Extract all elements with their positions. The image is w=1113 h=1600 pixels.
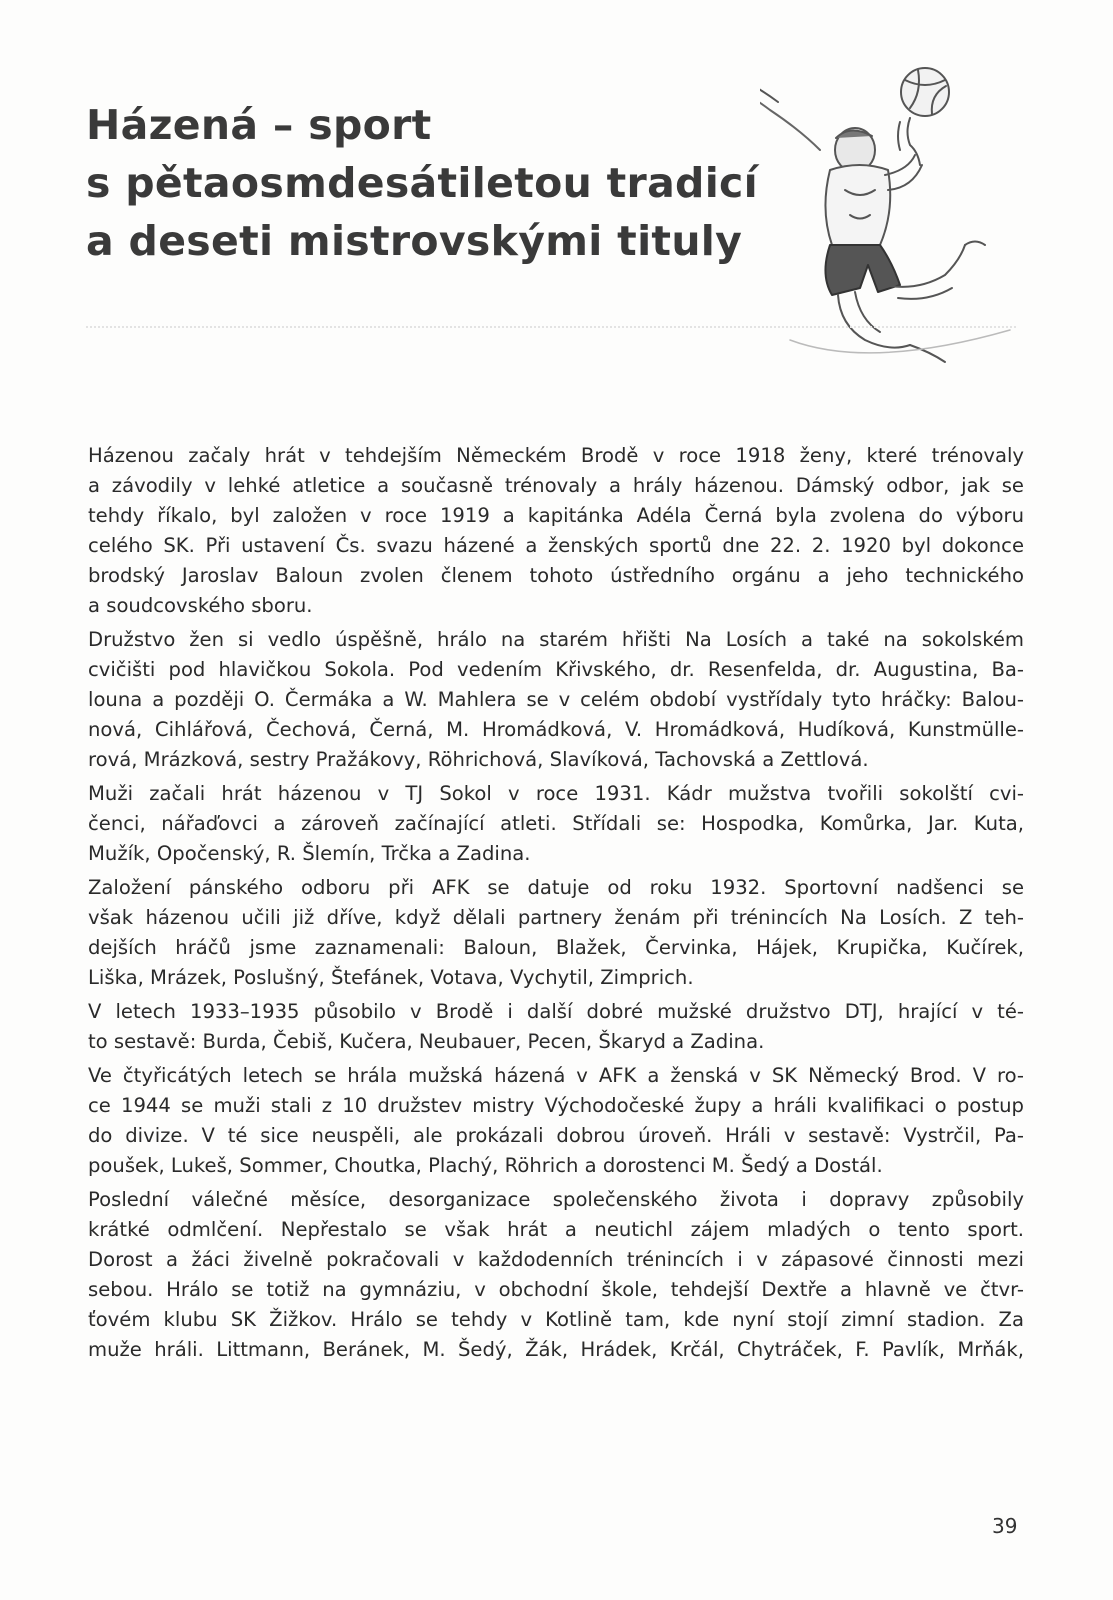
paragraph xyxy=(54,441,1024,621)
paragraph xyxy=(54,997,1024,1057)
text-line: rová, Mrázková, sestry Pražákovy, Röhrichová, Slavíková, Tachovská a Zettlová. xyxy=(88,748,869,771)
paragraph xyxy=(54,1185,1024,1365)
text-line: čenci, nářaďovci a zároveň začínající atleti. Střídali se: Hospodka, Komůrka, Jar. Kuta, xyxy=(88,812,1024,835)
text-line: V letech 1933–1935 působilo v Brodě i další dobré mužské družstvo DTJ, hrající v té- xyxy=(88,1000,1024,1023)
title-line: s pětaosmdesátiletou tradicí xyxy=(86,159,759,207)
paragraph xyxy=(54,625,1024,775)
text-line: cvičišti pod hlavičkou Sokola. Pod vedením Křivského, dr. Resenfelda, dr. Augustina, Ba- xyxy=(88,658,1024,681)
text-line: nová, Cihlářová, Čechová, Černá, M. Hromádková, V. Hromádková, Hudíková, Kunstmülle- xyxy=(88,718,1024,741)
text-line: brodský Jaroslav Baloun zvolen členem tohoto ústředního orgánu a jeho technického xyxy=(88,564,1024,587)
paragraph xyxy=(54,779,1024,869)
text-line: krátké odmlčení. Nepřestalo se však hrát a neutichl zájem mladých o tento sport. xyxy=(88,1218,1024,1241)
title-divider xyxy=(86,326,1016,328)
text-line: a soudcovského sboru. xyxy=(88,594,313,617)
title-line: Házená – sport xyxy=(86,101,432,149)
text-line: do divize. V té sice neuspěli, ale prokázali dobrou úroveň. Hráli v sestavě: Vystrčil, Pa- xyxy=(88,1124,1024,1147)
text-line: Mužík, Opočenský, R. Šlemín, Trčka a Zadina. xyxy=(88,842,531,865)
title-line: a deseti mistrovskými tituly xyxy=(86,217,743,265)
text-line: poušek, Lukeš, Sommer, Choutka, Plachý, Röhrich a dorostenci M. Šedý a Dostál. xyxy=(88,1154,883,1177)
text-line: Házenou začaly hrát v tehdejším Německém Brodě v roce 1918 ženy, které trénovaly xyxy=(88,444,1024,467)
paragraph xyxy=(54,1061,1024,1181)
text-line: tehdy říkalo, byl založen v roce 1919 a kapitánka Adéla Černá byla zvolena do výboru xyxy=(88,504,1024,527)
text-line: Ve čtyřicátých letech se hrála mužská házená v AFK a ženská v SK Německý Brod. V ro- xyxy=(88,1064,1024,1087)
text-line: Dorost a žáci živelně pokračovali v každodenních trénincích i v zápasové činnosti mezi xyxy=(88,1248,1024,1271)
text-line: však házenou učili již dříve, když dělali partnery ženám při trénincích Na Losích. Z teh- xyxy=(88,906,1024,929)
text-line: ťovém klubu SK Žižkov. Hrálo se tehdy v Kotlině tam, kde nyní stojí zimní stadion. Za xyxy=(88,1308,1024,1331)
chapter-title xyxy=(86,96,806,270)
volleyball-player-icon xyxy=(760,40,1060,370)
text-line: louna a později O. Čermáka a W. Mahlera se v celém období vystřídaly tyto hráčky: Balou- xyxy=(88,688,1024,711)
text-line: sebou. Hrálo se totiž na gymnáziu, v obchodní škole, tehdejší Dextře a hlavně ve čtvr- xyxy=(88,1278,1024,1301)
text-line: ce 1944 se muži stali z 10 družstev mistry Východočeské župy a hráli kvalifikaci o postup xyxy=(88,1094,1024,1117)
text-line: celého SK. Při ustavení Čs. svazu házené a ženských sportů dne 22. 2. 1920 byl dokonce xyxy=(88,534,1024,557)
text-line: dejších hráčů jsme zaznamenali: Baloun, Blažek, Červinka, Hájek, Krupička, Kučírek, xyxy=(88,936,1024,959)
text-line: Poslední válečné měsíce, desorganizace společenského života i dopravy způsobily xyxy=(88,1188,1024,1211)
article-body xyxy=(54,441,1024,1365)
text-line: Družstvo žen si vedlo úspěšně, hrálo na starém hřišti Na Losích a také na sokolském xyxy=(88,628,1024,651)
text-line: Liška, Mrázek, Poslušný, Štefánek, Votava, Vychytil, Zimprich. xyxy=(88,966,694,989)
text-line: muže hráli. Littmann, Beránek, M. Šedý, Žák, Hrádek, Krčál, Chytráček, F. Pavlík, Mrňák, xyxy=(88,1338,1024,1361)
paragraph xyxy=(54,873,1024,993)
text-line: to sestavě: Burda, Čebiš, Kučera, Neubauer, Pecen, Škaryd a Zadina. xyxy=(88,1030,765,1053)
text-line: a závodily v lehké atletice a současně trénovaly a hrály házenou. Dámský odbor, jak se xyxy=(88,474,1024,497)
page-number: 39 xyxy=(992,1514,1018,1538)
text-line: Muži začali hrát házenou v TJ Sokol v roce 1931. Kádr mužstva tvořili sokolští cvi- xyxy=(88,782,1024,805)
text-line: Založení pánského odboru při AFK se datuje od roku 1932. Sportovní nadšenci se xyxy=(88,876,1024,899)
